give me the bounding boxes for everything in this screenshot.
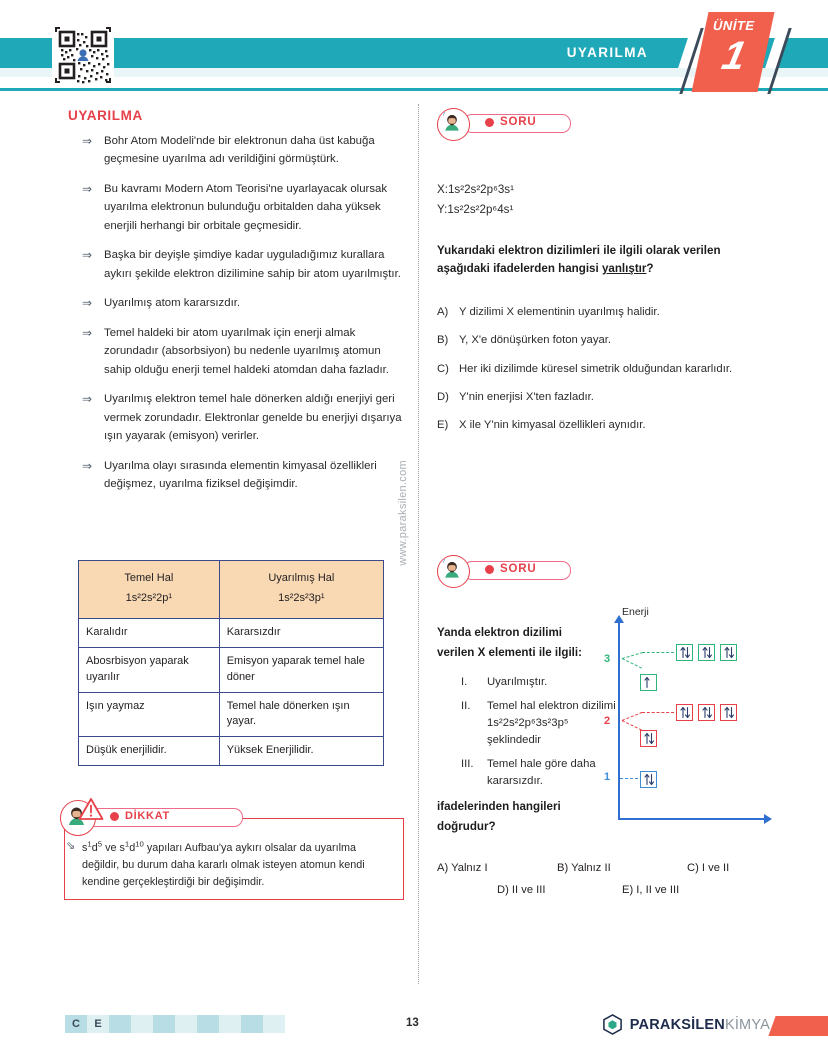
soru-badge-1 bbox=[437, 108, 782, 142]
orbital-box-3p bbox=[676, 644, 693, 661]
q2-option-e[interactable]: E) I, II ve III bbox=[622, 884, 680, 896]
bullet-text: Bu kavramı Modern Atom Teorisi'ne uyarlayacak olursak uyarılma elektronun bulunduğu orbitalden daha yüksek enerjili herhangi bir orbitale geçmesidir. bbox=[104, 182, 388, 232]
bullet-text: Uyarılma olayı sırasında elementin kimyasal özellikleri değişmez, uyarılma fiziksel değişimdir. bbox=[104, 459, 377, 491]
soru-dot-icon bbox=[485, 565, 494, 574]
q2-option-d[interactable]: D) II ve III bbox=[497, 884, 546, 896]
option-key: D) bbox=[437, 390, 449, 403]
q1-option[interactable] bbox=[437, 389, 782, 405]
svg-text:?: ? bbox=[441, 111, 446, 119]
q1-option[interactable] bbox=[437, 361, 782, 377]
svg-text:?: ? bbox=[441, 558, 446, 566]
right-column bbox=[437, 108, 782, 446]
comparison-table bbox=[78, 560, 384, 766]
unit-badge-word: ÜNİTE bbox=[711, 18, 757, 33]
diagram-level-label-3: 3 bbox=[604, 653, 611, 665]
footer-square: E bbox=[87, 1015, 109, 1033]
diagram-lead-3p-up bbox=[622, 652, 643, 659]
question1-config-y: Y:1s²2s²2p⁶4s¹ bbox=[437, 202, 514, 216]
page-number: 13 bbox=[406, 1017, 419, 1029]
hexagon-logo-icon bbox=[602, 1014, 623, 1035]
table-header-cell bbox=[219, 561, 383, 619]
soru-dot-icon bbox=[485, 118, 494, 127]
bullet-text: Uyarılmış elektron temel hale dönerken aldığı enerjiyi geri vermek zorundadır. Elektronlar genelde bu enerjiyi dışarıya ışın yayarak (emisyon) verirler. bbox=[104, 393, 402, 443]
q2-option-c[interactable]: C) I ve II bbox=[687, 862, 730, 874]
q1-option[interactable] bbox=[437, 304, 782, 320]
table-cell: Işın yaymaz bbox=[79, 692, 220, 737]
option-key: A) bbox=[437, 305, 449, 318]
diagram-lead-2p bbox=[642, 712, 674, 713]
footer-square bbox=[219, 1015, 241, 1033]
soru-label: SORU bbox=[500, 116, 537, 128]
arrow-icon: ⇒ bbox=[82, 458, 93, 473]
footer-square bbox=[109, 1015, 131, 1033]
statement-text: Uyarılmıştır. bbox=[487, 676, 548, 689]
orbital-box-2p bbox=[720, 704, 737, 721]
diagram-level-label-1: 1 bbox=[604, 771, 611, 783]
question1-options bbox=[437, 304, 782, 434]
diagram-y-axis-arrow bbox=[614, 615, 624, 623]
footer-square bbox=[197, 1015, 219, 1033]
question2-prompt: Yanda elektron dizilimi verilen X elementi ile ilgili: bbox=[437, 626, 582, 659]
statement-item bbox=[461, 674, 617, 691]
brand-name bbox=[630, 1017, 770, 1033]
statement-numeral: II. bbox=[461, 700, 471, 713]
statement-item bbox=[461, 698, 617, 749]
orbital-box-3p bbox=[720, 644, 737, 661]
soru-avatar bbox=[437, 108, 470, 141]
table-cell: Kararsızdır bbox=[219, 618, 383, 647]
q2-option-a[interactable]: A) Yalnız I bbox=[437, 862, 488, 874]
table-cell: Temel hale dönerken ışın yayar. bbox=[219, 692, 383, 737]
dikkat-label: DİKKAT bbox=[125, 810, 170, 822]
diagram-lead-2p-up bbox=[622, 712, 643, 721]
footer-square bbox=[241, 1015, 263, 1033]
soru-avatar bbox=[437, 555, 470, 588]
diagram-lead-2s-down bbox=[622, 720, 642, 731]
bullet-text: Temel haldeki bir atom uyarılmak için enerji almak zorundadır (absorbsiyon) bu nedenle uyarılmış atomun sahip olduğu enerji temel haldeki atomdan daha fazladır. bbox=[104, 326, 389, 376]
column-divider bbox=[418, 104, 419, 984]
bullet-item bbox=[82, 132, 407, 169]
table-row bbox=[79, 692, 384, 737]
option-text: Her iki dizilimde küresel simetrik olduğundan kararlıdır. bbox=[459, 362, 733, 375]
option-key: C) bbox=[437, 362, 449, 375]
arrow-icon: ⇒ bbox=[82, 134, 93, 148]
section-title: UYARILMA bbox=[68, 108, 143, 123]
statement-text: Temel hal elektron dizilimi 1s²2s²2p⁶3s²3p⁵ şeklindedir bbox=[487, 700, 616, 747]
footer-square bbox=[175, 1015, 197, 1033]
statement-text: Temel hale göre daha kararsızdır. bbox=[487, 758, 596, 788]
arrow-icon: ⇒ bbox=[82, 181, 93, 196]
option-key: E) bbox=[437, 419, 449, 432]
q1-option[interactable] bbox=[437, 417, 782, 433]
orbital-box-3s bbox=[640, 674, 657, 691]
table-row bbox=[79, 737, 384, 766]
table-cell: Abosrbisyon yaparak uyarılır bbox=[79, 647, 220, 692]
bullet-text: Başka bir deyişle şimdiye kadar uyguladığımız kurallara aykırı şekilde elektron dizilimine sahip bir atom uyarılmıştır. bbox=[104, 249, 401, 280]
dikkat-text bbox=[66, 838, 394, 891]
question2-block bbox=[437, 555, 617, 836]
question1-prompt-line1: Yukarıdaki elektron dizilimleri ile ilgili olarak verilen bbox=[437, 243, 721, 257]
diagram-level-label-2: 2 bbox=[604, 715, 611, 727]
arrow-icon: ⇒ bbox=[82, 296, 93, 311]
diagram-x-axis-arrow bbox=[764, 814, 772, 824]
table-header-config: 1s²2s²2p¹ bbox=[125, 592, 173, 605]
orbital-box-3p bbox=[698, 644, 715, 661]
footer-progress-squares bbox=[65, 1015, 285, 1033]
table-header-config: 1s²2s²3p¹ bbox=[278, 592, 325, 605]
table-cell: Karalıdır bbox=[79, 618, 220, 647]
dikkat-body: $s^1d^5$ ve $s^1d^{10}$ yapıları Aufbau'ya aykırı olsalar da uyarılma değildir, bu durum daha kararlı olmak isteyen atomun kendi kendine gerçekleştirdiği bir değişimdir. bbox=[82, 839, 365, 888]
soru-label: SORU bbox=[500, 563, 537, 575]
footer-square bbox=[153, 1015, 175, 1033]
bullet-item bbox=[82, 390, 407, 445]
qr-code-block[interactable] bbox=[52, 24, 114, 86]
soru-badge-2 bbox=[437, 555, 617, 589]
orbital-box-2s bbox=[640, 730, 657, 747]
orbital-box-1s bbox=[640, 771, 657, 788]
table-header-title: Uyarılmış Hal bbox=[268, 572, 335, 584]
arrow-icon: ⇒ bbox=[82, 325, 93, 340]
brand-logo-block bbox=[602, 1014, 770, 1035]
question2-statements bbox=[437, 674, 617, 790]
q1-option[interactable] bbox=[437, 332, 782, 348]
option-text: Y'nin enerjisi X'ten fazladır. bbox=[459, 390, 594, 403]
arrow-icon: ⇒ bbox=[82, 248, 93, 263]
watermark-text: www.paraksilen.com bbox=[397, 460, 409, 566]
diagram-lead-3s-down bbox=[622, 658, 642, 669]
statement-numeral: I. bbox=[461, 676, 468, 689]
statement-numeral: III. bbox=[461, 758, 474, 771]
arrow-icon: ⇒ bbox=[82, 392, 93, 407]
question2-options bbox=[437, 862, 787, 902]
table-header-cell bbox=[79, 561, 220, 619]
brand-name-light: KİMYA bbox=[724, 1016, 770, 1033]
table-header-row bbox=[79, 561, 384, 619]
bullet-item bbox=[82, 324, 407, 379]
option-text: Y dizilimi X elementinin uyarılmış halidir. bbox=[459, 305, 660, 318]
dikkat-dot-icon bbox=[110, 812, 119, 821]
option-text: Y, X'e dönüşürken foton yayar. bbox=[459, 334, 612, 347]
brand-name-bold: PARAKSİLEN bbox=[629, 1016, 725, 1033]
question1-config-x: X:1s²2s²2p⁶3s¹ bbox=[437, 183, 514, 196]
option-key: B) bbox=[437, 334, 449, 347]
page-header-title: UYARILMA bbox=[566, 45, 648, 60]
footer-square bbox=[131, 1015, 153, 1033]
bullet-text: Bohr Atom Modeli'nde bir elektronun daha üst kabuğa geçmesine uyarılma adı verildiğini görmüştürk. bbox=[104, 135, 375, 166]
statement-item bbox=[461, 756, 617, 790]
diagram-lead-1s bbox=[620, 778, 638, 779]
arrow-icon: ⇘ bbox=[66, 840, 76, 852]
table-row bbox=[79, 647, 384, 692]
unit-badge-number: 1 bbox=[718, 34, 750, 78]
footer-red-shape-edge bbox=[818, 1016, 828, 1036]
bullet-text: Uyarılmış atom kararsızdır. bbox=[104, 297, 241, 310]
question1-prompt: Yukarıdaki elektron dizilimleri ile ilgili olarak verilen aşağıdaki ifadelerden hangisi yanlıştır? bbox=[437, 243, 721, 275]
table-header-title: Temel Hal bbox=[124, 572, 174, 584]
bullet-item bbox=[82, 457, 407, 494]
orbital-box-2p bbox=[698, 704, 715, 721]
footer-square: C bbox=[65, 1015, 87, 1033]
diagram-y-axis bbox=[618, 622, 620, 820]
qr-code-icon[interactable] bbox=[52, 24, 114, 86]
orbital-energy-diagram bbox=[600, 608, 785, 828]
question2-closing: ifadelerinden hangileri doğrudur? bbox=[437, 800, 561, 833]
bullet-list bbox=[62, 132, 407, 494]
diagram-lead-3p bbox=[642, 652, 674, 653]
bullet-item bbox=[82, 294, 407, 312]
bullet-item bbox=[82, 180, 407, 235]
table-cell: Emisyon yaparak temel hale döner bbox=[219, 647, 383, 692]
question1-underlined-word: yanlıştır bbox=[601, 261, 647, 275]
option-text: X ile Y'nin kimyasal özellikleri aynıdır. bbox=[459, 419, 646, 432]
footer-square bbox=[263, 1015, 285, 1033]
table-cell: Düşük enerjilidir. bbox=[79, 737, 220, 766]
q2-option-b[interactable]: B) Yalnız II bbox=[557, 862, 611, 874]
table-cell: Yüksek Enerjilidir. bbox=[219, 737, 383, 766]
diagram-axis-label: Enerji bbox=[622, 606, 649, 618]
table-row bbox=[79, 618, 384, 647]
orbital-box-2p bbox=[676, 704, 693, 721]
left-column bbox=[62, 108, 407, 505]
diagram-x-axis bbox=[618, 818, 766, 820]
warning-triangle-icon bbox=[78, 797, 104, 821]
bullet-item bbox=[82, 246, 407, 283]
